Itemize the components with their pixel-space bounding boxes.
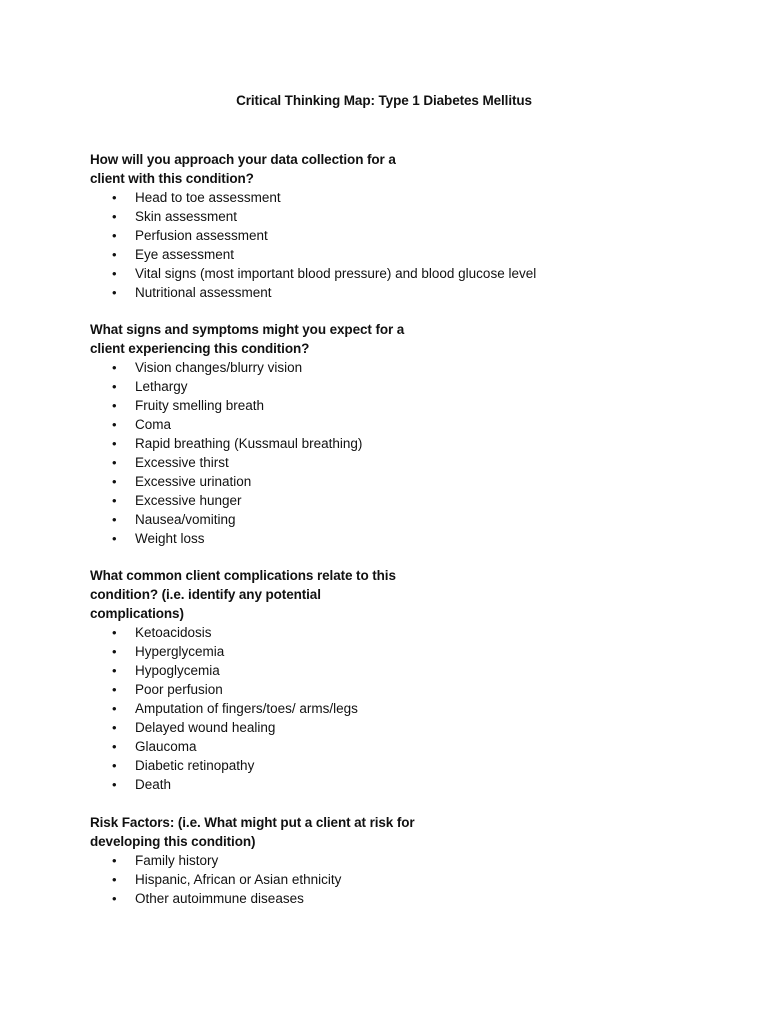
bullet-list [90, 358, 690, 548]
list-item [90, 377, 690, 396]
list-item [90, 756, 690, 775]
bullet-icon: • [112, 625, 117, 640]
bullet-icon: • [112, 758, 117, 773]
list-item [90, 699, 690, 718]
bullet-icon: • [112, 228, 117, 243]
bullet-icon: • [112, 266, 117, 281]
bullet-icon: • [112, 777, 117, 792]
list-item [90, 472, 690, 491]
list-item-text: Glaucoma [135, 739, 197, 754]
question-line: client experiencing this condition? [90, 341, 310, 356]
list-item [90, 415, 690, 434]
list-item-text: Weight loss [135, 531, 205, 546]
bullet-icon: • [112, 209, 117, 224]
section-signs-symptoms [90, 320, 690, 548]
list-item-text: Perfusion assessment [135, 228, 268, 243]
list-item-text: Excessive hunger [135, 493, 242, 508]
list-item-text: Excessive urination [135, 474, 252, 489]
section-question [90, 150, 420, 188]
list-item-text: Hispanic, African or Asian ethnicity [135, 872, 342, 887]
list-item [90, 264, 690, 283]
list-item-text: Ketoacidosis [135, 625, 212, 640]
question-line: What common client complications relate to this [90, 568, 396, 583]
list-item-text: Hypoglycemia [135, 663, 220, 678]
list-item [90, 207, 690, 226]
list-item-text: Family history [135, 853, 219, 868]
question-line: What signs and symptoms might you expect for a [90, 322, 405, 337]
question-line: How will you approach your data collection for a [90, 152, 396, 167]
bullet-icon: • [112, 417, 117, 432]
list-item-text: Other autoimmune diseases [135, 891, 304, 906]
list-item-text: Skin assessment [135, 209, 238, 224]
bullet-icon: • [112, 436, 117, 451]
list-item [90, 491, 690, 510]
section-question [90, 813, 450, 851]
list-item-text: Amputation of fingers/toes/ arms/legs [135, 701, 358, 716]
list-item-text: Death [135, 777, 172, 792]
list-item [90, 680, 690, 699]
list-item-text: Vital signs (most important blood pressure) and blood glucose level [135, 266, 537, 281]
document-title: Critical Thinking Map: Type 1 Diabetes Mellitus [236, 93, 532, 108]
question-line: Risk Factors: (i.e. What might put a client at risk for [90, 815, 415, 830]
list-item-text: Head to toe assessment [135, 190, 281, 205]
list-item [90, 226, 690, 245]
list-item-text: Hyperglycemia [135, 644, 225, 659]
list-item [90, 245, 690, 264]
question-line: client with this condition? [90, 171, 254, 186]
list-item [90, 851, 690, 870]
list-item [90, 283, 690, 302]
list-item-text: Nausea/vomiting [135, 512, 236, 527]
bullet-icon: • [112, 720, 117, 735]
bullet-list [90, 623, 690, 794]
list-item-text: Diabetic retinopathy [135, 758, 255, 773]
section-question [90, 320, 420, 358]
section-data-collection [90, 150, 690, 302]
list-item [90, 188, 690, 207]
list-item [90, 623, 690, 642]
bullet-list [90, 851, 690, 908]
bullet-icon: • [112, 493, 117, 508]
bullet-icon: • [112, 701, 117, 716]
bullet-icon: • [112, 285, 117, 300]
bullet-icon: • [112, 512, 117, 527]
bullet-list [90, 188, 690, 302]
section-complications [90, 566, 690, 794]
list-item-text: Poor perfusion [135, 682, 223, 697]
bullet-icon: • [112, 853, 117, 868]
list-item [90, 889, 690, 908]
list-item [90, 661, 690, 680]
list-item [90, 434, 690, 453]
question-line: condition? (i.e. identify any potential [90, 587, 321, 602]
list-item [90, 642, 690, 661]
list-item [90, 396, 690, 415]
bullet-icon: • [112, 891, 117, 906]
bullet-icon: • [112, 190, 117, 205]
question-line: complications) [90, 606, 184, 621]
question-line: developing this condition) [90, 834, 256, 849]
section-risk-factors [90, 813, 690, 908]
bullet-icon: • [112, 872, 117, 887]
list-item [90, 718, 690, 737]
bullet-icon: • [112, 455, 117, 470]
bullet-icon: • [112, 739, 117, 754]
list-item [90, 358, 690, 377]
bullet-icon: • [112, 398, 117, 413]
bullet-icon: • [112, 663, 117, 678]
list-item-text: Coma [135, 417, 172, 432]
list-item-text: Nutritional assessment [135, 285, 272, 300]
list-item-text: Vision changes/blurry vision [135, 360, 303, 375]
bullet-icon: • [112, 644, 117, 659]
bullet-icon: • [112, 247, 117, 262]
list-item-text: Delayed wound healing [135, 720, 276, 735]
bullet-icon: • [112, 474, 117, 489]
list-item [90, 775, 690, 794]
list-item [90, 510, 690, 529]
list-item-text: Lethargy [135, 379, 188, 394]
bullet-icon: • [112, 360, 117, 375]
section-question [90, 566, 420, 623]
list-item [90, 453, 690, 472]
bullet-icon: • [112, 531, 117, 546]
list-item-text: Excessive thirst [135, 455, 229, 470]
list-item [90, 529, 690, 548]
list-item-text: Fruity smelling breath [135, 398, 265, 413]
bullet-icon: • [112, 379, 117, 394]
list-item [90, 737, 690, 756]
bullet-icon: • [112, 682, 117, 697]
list-item [90, 870, 690, 889]
list-item-text: Eye assessment [135, 247, 235, 262]
list-item-text: Rapid breathing (Kussmaul breathing) [135, 436, 363, 451]
